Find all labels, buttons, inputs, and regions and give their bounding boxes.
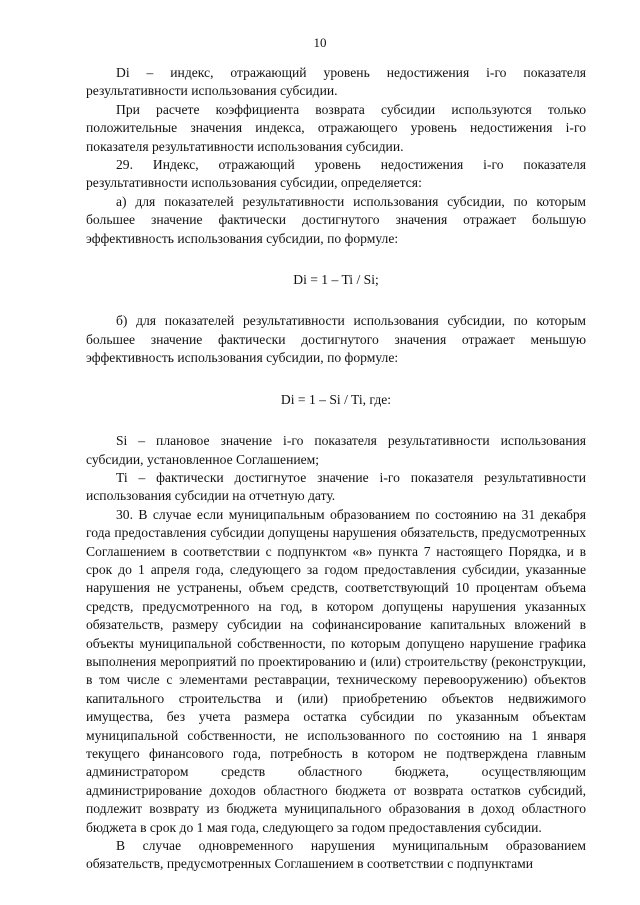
document-body (86, 64, 586, 874)
paragraph-30: 30. В случае если муниципальным образованием по состоянию на 31 декабря года предоставления субсидии допущены нарушения обязательств, предусмотренных Соглашением в соответствии с подпунктом «в» пункта 7 настоящего Порядка, и в срок до 1 апреля года, следующего за годом предоставления субсидии, указанные нарушения не устранены, объем средств, соответствующий 10 процентам объема средств, предусмотренного на год, в котором допущены нарушения указанных обязательств, размеру субсидии на софинансирование капитальных вложений в объекты муниципальной собственности, по которым допущено нарушение графика выполнения мероприятий по проектированию и (или) строительству (реконструкции, в том числе с элементами реставрации, техническому перевооружению) объектов капитального строительства и (или) приобретению объектов недвижимого имущества, без учета размера остатка субсидии по указанным объектам муниципальной собственности, не использованного по состоянию на 1 января текущего финансового года, потребность в котором не подтверждена главным администратором средств областного бюджета, осуществляющим администрирование доходов областного бюджета от возврата остатков субсидий, подлежит возврату из бюджета муниципального образования в доход областного бюджета в срок до 1 мая года, следующего за годом предоставления субсидии. (86, 506, 586, 835)
formula-b: Di = 1 – Si / Ti, где: (280, 391, 392, 407)
paragraph-29-a: а) для показателей результативности использования субсидии, по которым большее значение фактически достигнутого значения отражает большую эффективность использования субсидии, по формуле: (86, 193, 586, 246)
paragraph-29: 29. Индекс, отражающий уровень недостижения i-го показателя результативности использования субсидии, определяется: (86, 157, 586, 191)
paragraph-29-b: б) для показателей результативности использования субсидии, по которым большее значение фактически достигнутого значения отражает меньшую эффективность использования субсидии, по формуле: (86, 313, 586, 366)
formula-a: Di = 1 – Ti / Si; (293, 272, 379, 288)
paragraph-positive-values: При расчете коэффициента возврата субсидии используются только положительные значения индекса, отражающего уровень недостижения i-го показателя результативности использования субсидии. (86, 101, 586, 154)
paragraph-si-definition: Si – плановое значение i-го показателя результативности использования субсидии, установленное Соглашением; (86, 433, 586, 467)
paragraph-di-definition: Di – индекс, отражающий уровень недостижения i-го показателя результативности использования субсидии. (86, 65, 586, 99)
paragraph-ti-definition: Ti – фактически достигнутое значение i-го показателя результативности использования субсидии на отчетную дату. (86, 469, 586, 504)
paragraph-simultaneous-violation: В случае одновременного нарушения муниципальным образованием обязательств, предусмотренных Соглашением в соответствии с подпунктами (86, 838, 586, 872)
page-number: 10 (313, 35, 327, 50)
